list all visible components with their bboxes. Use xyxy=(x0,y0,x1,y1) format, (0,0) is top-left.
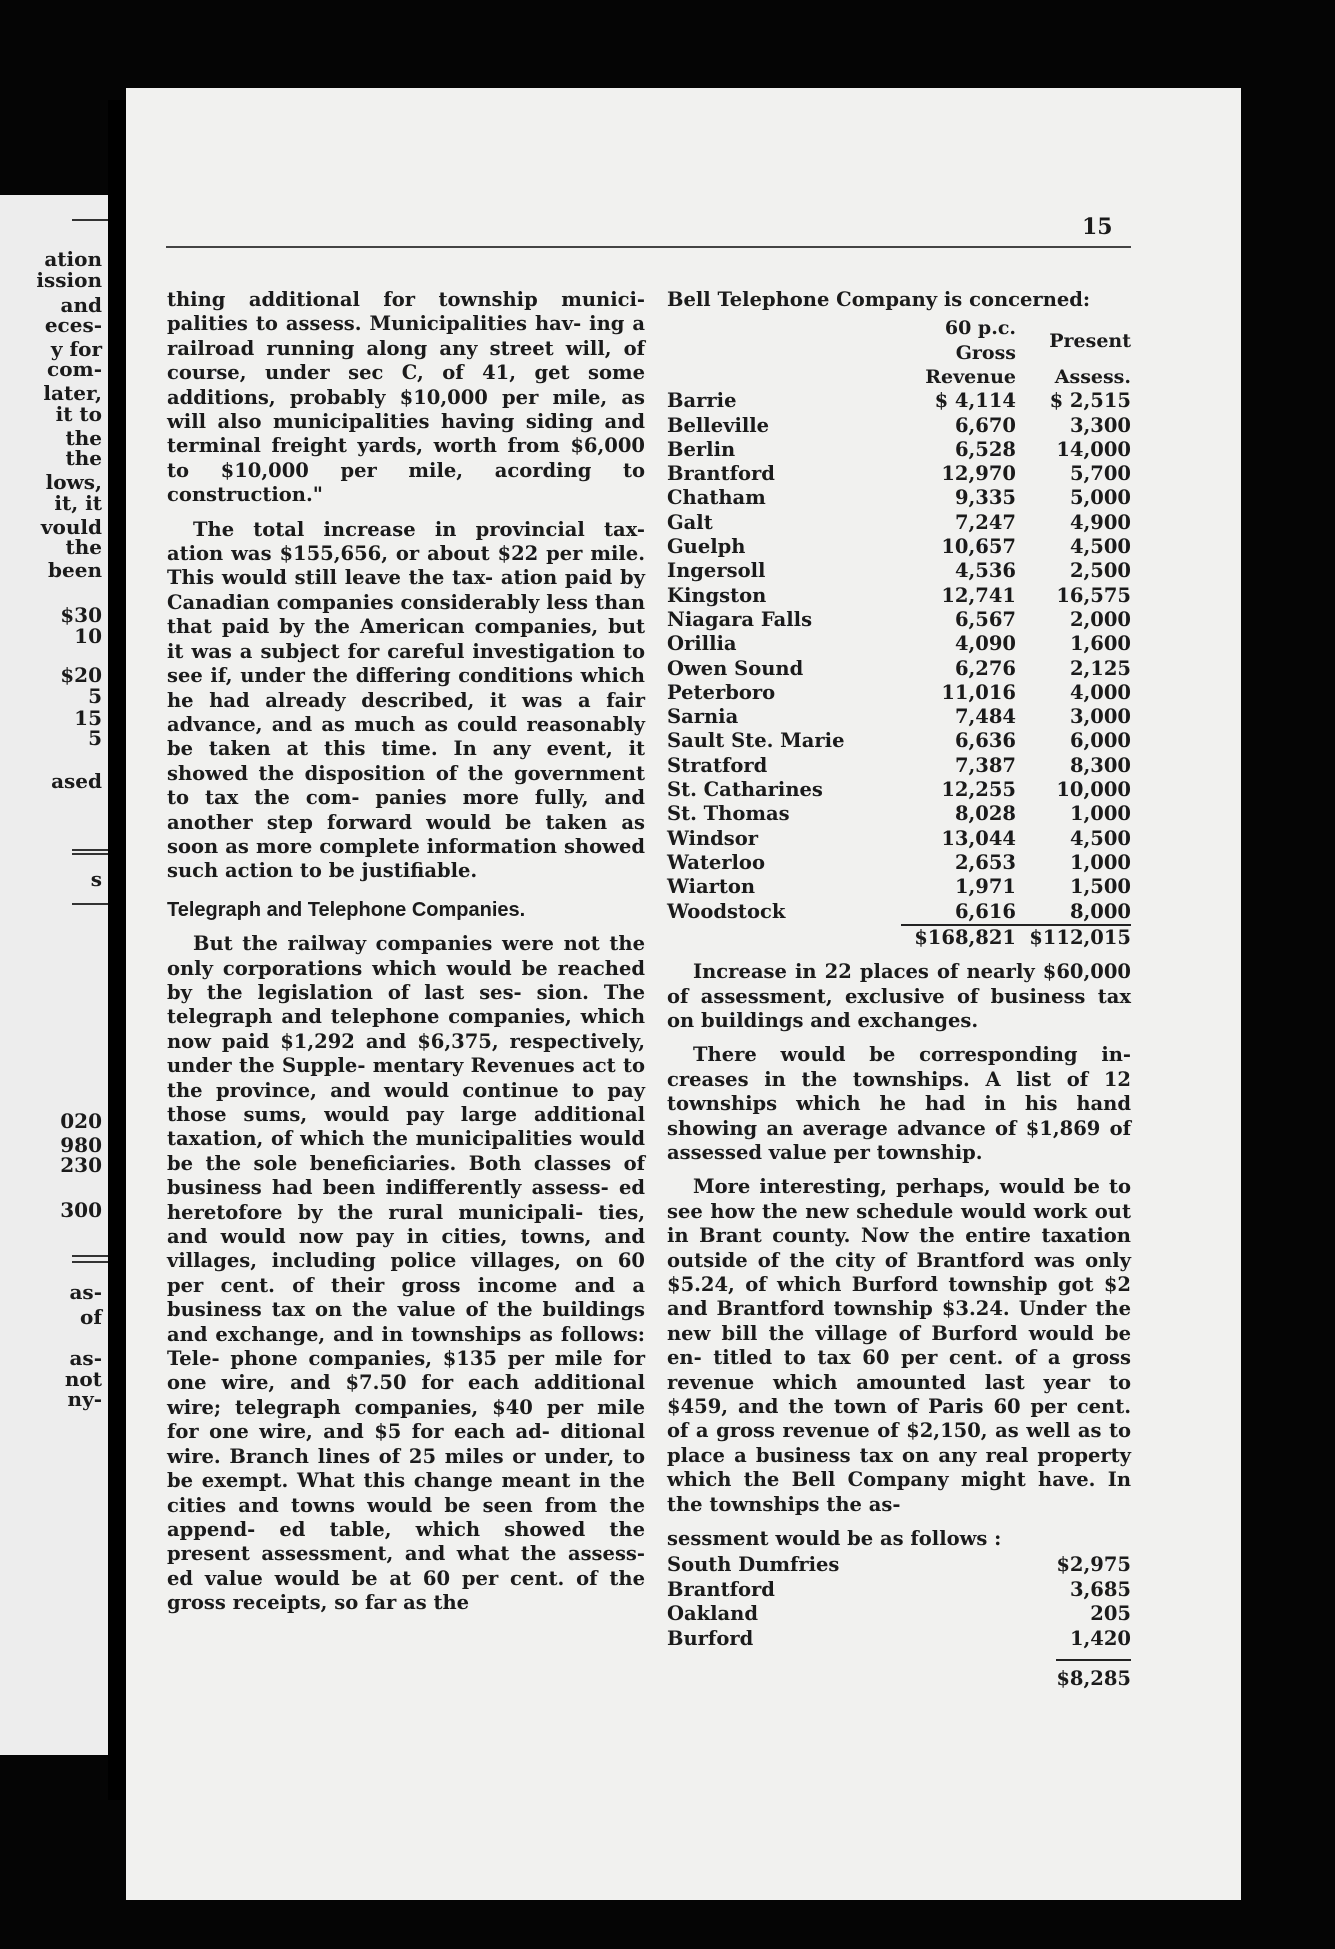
left-page-fragment: as- xyxy=(69,1280,102,1304)
left-page-fragment: 10 xyxy=(74,624,102,648)
left-page-rule xyxy=(72,1261,108,1263)
left-page-fragment: vould xyxy=(40,515,102,539)
row-place: St. Catharines xyxy=(667,778,823,802)
left-page-fragment: lows, xyxy=(45,470,102,494)
header-assess: Assess. xyxy=(1054,366,1131,388)
row-place: Woodstock xyxy=(667,900,786,924)
row-gross: 4,536 xyxy=(954,559,1016,583)
row-present: 2,125 xyxy=(1069,656,1131,680)
header-gross: 60 p.c. Gross xyxy=(944,317,1016,364)
left-page-fragment: and xyxy=(60,293,102,317)
left-page-fragment: been xyxy=(48,558,102,582)
header-rule xyxy=(166,246,1131,248)
row-gross: 7,484 xyxy=(954,705,1016,729)
left-page-fragment: $20 xyxy=(60,663,102,687)
row-place: St. Thomas xyxy=(667,802,790,826)
left-page-rule xyxy=(72,903,108,905)
table-row xyxy=(667,462,1131,486)
township-value: $2,975 xyxy=(1056,1553,1131,1577)
table-row xyxy=(667,802,1131,826)
township-name: Brantford xyxy=(667,1577,775,1601)
paragraph-townships: There would be corresponding in- creases in the townships. A list of 12 townships which he had in his hand showing an average advance of $1,869 of assessed value per township. xyxy=(667,1043,1131,1164)
row-gross: 6,276 xyxy=(954,656,1016,680)
left-page-fragment: as- xyxy=(69,1346,102,1370)
row-gross: 4,090 xyxy=(954,632,1016,656)
row-present: 4,900 xyxy=(1069,510,1131,534)
township-row xyxy=(667,1553,1131,1578)
table-row xyxy=(667,754,1131,778)
table-total-row xyxy=(667,926,1131,950)
row-gross: 7,387 xyxy=(954,753,1016,777)
table-row xyxy=(667,875,1131,899)
left-page-fragment: 5 xyxy=(88,684,102,708)
row-gross: 10,657 xyxy=(941,535,1016,559)
left-page-fragment: com- xyxy=(47,357,102,381)
row-gross: 1,971 xyxy=(954,875,1016,899)
row-present: 6,000 xyxy=(1069,729,1131,753)
paragraph-increase: Increase in 22 places of nearly $60,000 of assessment, exclusive of business tax on buildings and exchanges. xyxy=(667,960,1131,1032)
total-gross: $168,821 xyxy=(914,925,1016,949)
row-place: Brantford xyxy=(667,462,775,486)
paragraph-3: But the railway companies were not the only corporations which would be reached by the legislation of last ses- sion. The telegraph and telephone companies, which now paid $1,292 and $6,375, respectively, under the Supple- mentary Revenues act to the province, and would continue to pay those sums, would pay large additional taxation, of which the municipalities would be the sole beneficiaries. Both classes of business had been indifferently assess- ed heretofore by the rural municipali- ties, and would now pay in cities, towns, and villages, including police villages, on 60 per cent. of their gross income and a business tax on the value of the buildings and exchange, and in townships as follows: Tele- phone companies, $135 per mile for one wire, and $7.50 for each additional wire; telegraph companies, $40 per mile for one wire, and $5 for each ad- ditional wire. Branch lines of 25 miles or under, to be exempt. What this change meant in the cities and towns would be seen from the append- ed table, which showed the present assessment, and what the assess- ed value would be at 60 per cent. of the gross receipts, so far as the xyxy=(167,932,645,1615)
township-lead: sessment would be as follows : xyxy=(667,1527,1002,1551)
left-page-fragment: of xyxy=(80,1305,102,1329)
table-row xyxy=(667,511,1131,535)
row-present: 8,000 xyxy=(1069,899,1131,923)
township-row xyxy=(667,1627,1131,1652)
table-row xyxy=(667,608,1131,632)
left-page-fragment: 020 xyxy=(60,1109,102,1133)
left-page-fragment: ission xyxy=(36,268,102,292)
table-row xyxy=(667,705,1131,729)
row-place: Kingston xyxy=(667,583,767,607)
table-row xyxy=(667,851,1131,875)
row-place: Niagara Falls xyxy=(667,607,813,631)
township-row xyxy=(667,1578,1131,1603)
left-page-fragment: the xyxy=(65,446,102,470)
row-present: 5,700 xyxy=(1069,462,1131,486)
row-gross: 6,636 xyxy=(954,729,1016,753)
row-place: Peterboro xyxy=(667,680,776,704)
row-gross: 7,247 xyxy=(954,510,1016,534)
table-row xyxy=(667,584,1131,608)
row-place: Sault Ste. Marie xyxy=(667,729,845,753)
row-present: 14,000 xyxy=(1056,437,1131,461)
paragraph-2: The total increase in provincial tax- ation was $155,656, or about $22 per mile. This would still leave the tax- ation paid by Canadian companies considerably less than that paid by the American companies, but it was a subject for careful investigation to see if, under the differing conditions which he had already described, it was a fair advance, and as much as could reasonably be taken at this time. In any event, it showed the disposition of the government to tax the com- panies more fully, and another step forward would be taken as soon as more complete information showed such action to be justifiable. xyxy=(167,517,645,883)
row-place: Ingersoll xyxy=(667,559,766,583)
row-present: 3,000 xyxy=(1069,705,1131,729)
table-row xyxy=(667,535,1131,559)
left-page-fragment: 980 xyxy=(60,1133,102,1157)
previous-page-fragment xyxy=(0,195,108,1755)
row-present: 3,300 xyxy=(1069,413,1131,437)
column-left xyxy=(167,288,645,1626)
row-place: Wiarton xyxy=(667,875,756,899)
page-number: 15 xyxy=(1082,214,1113,240)
left-page-fragment: eces- xyxy=(44,313,102,337)
row-gross: 6,567 xyxy=(954,607,1016,631)
row-place: Waterloo xyxy=(667,850,765,874)
row-place: Windsor xyxy=(667,826,759,850)
left-page-fragment: s xyxy=(90,867,102,891)
table-row xyxy=(667,827,1131,851)
left-page-rule xyxy=(72,1255,108,1257)
row-present: 1,600 xyxy=(1069,632,1131,656)
township-rule-row xyxy=(667,1651,1131,1660)
left-page-fragment: later, xyxy=(43,381,102,405)
row-gross: 12,741 xyxy=(941,583,1016,607)
township-total-row xyxy=(667,1660,1131,1692)
table-row xyxy=(667,900,1131,925)
township-value: 1,420 xyxy=(1069,1626,1131,1650)
row-place: Belleville xyxy=(667,413,770,437)
row-gross: $ 4,114 xyxy=(934,389,1016,413)
table-row xyxy=(667,778,1131,802)
township-name: South Dumfries xyxy=(667,1553,840,1577)
row-present: 2,500 xyxy=(1069,559,1131,583)
row-gross: 2,653 xyxy=(954,850,1016,874)
row-place: Berlin xyxy=(667,437,736,461)
page-gutter xyxy=(108,100,126,1800)
row-place: Barrie xyxy=(667,389,737,413)
row-gross: 11,016 xyxy=(941,680,1016,704)
row-gross: 12,970 xyxy=(941,462,1016,486)
left-page-fragment: ation xyxy=(44,247,102,271)
row-gross: 13,044 xyxy=(941,826,1016,850)
township-value: 3,685 xyxy=(1069,1577,1131,1601)
table-header-row-2 xyxy=(667,365,1131,389)
row-present: 10,000 xyxy=(1056,778,1131,802)
row-gross: 8,028 xyxy=(954,802,1016,826)
table-row xyxy=(667,438,1131,462)
row-present: 4,000 xyxy=(1069,680,1131,704)
table-intro: Bell Telephone Company is concerned: xyxy=(667,288,1091,311)
section-heading: Telegraph and Telephone Companies. xyxy=(167,898,526,921)
header-revenue: Revenue xyxy=(925,366,1016,388)
left-page-fragment: the xyxy=(65,535,102,559)
table-row xyxy=(667,389,1131,413)
row-place: Galt xyxy=(667,510,713,534)
revenue-table-body xyxy=(667,389,1131,925)
table-row xyxy=(667,729,1131,753)
row-gross: 12,255 xyxy=(941,778,1016,802)
row-place: Chatham xyxy=(667,486,766,510)
table-row xyxy=(667,559,1131,583)
left-page-fragment: not xyxy=(64,1367,102,1391)
column-right xyxy=(667,288,1131,1692)
row-present: 1,000 xyxy=(1069,850,1131,874)
table-row xyxy=(667,486,1131,510)
row-place: Owen Sound xyxy=(667,656,804,680)
township-value: 205 xyxy=(1090,1602,1131,1626)
left-page-rule xyxy=(72,849,108,851)
left-page-fragment: the xyxy=(65,426,102,450)
table-row xyxy=(667,681,1131,705)
table-header-row-1 xyxy=(667,316,1131,365)
left-page-fragment: it to xyxy=(55,402,102,426)
township-name: Oakland xyxy=(667,1602,758,1626)
township-table xyxy=(667,1553,1131,1692)
header-present: Present xyxy=(1049,329,1131,352)
row-present: 5,000 xyxy=(1069,486,1131,510)
row-present: 4,500 xyxy=(1069,535,1131,559)
total-present: $112,015 xyxy=(1029,925,1131,949)
paragraph-1: thing additional for township munici- palities to assess. Municipalities hav- ing a railroad running along any street will, of course, under sec C, of 41, get some additions, probably $10,000 per mile, as will also municipalities having siding and terminal freight yards, worth from $6,000 to $10,000 per mile, acording to construction." xyxy=(167,288,645,507)
left-page-rule xyxy=(72,853,108,855)
row-gross: 6,670 xyxy=(954,413,1016,437)
left-page-fragment: y for xyxy=(50,337,102,361)
left-page-fragment: ny- xyxy=(67,1387,102,1411)
row-present: 16,575 xyxy=(1056,583,1131,607)
left-page-rule xyxy=(72,219,108,221)
township-total: $8,285 xyxy=(1056,1667,1131,1691)
left-page-fragment: 300 xyxy=(60,1198,102,1222)
revenue-table xyxy=(667,316,1131,950)
row-place: Orillia xyxy=(667,632,737,656)
table-row xyxy=(667,632,1131,656)
row-present: 1,500 xyxy=(1069,875,1131,899)
row-place: Guelph xyxy=(667,535,746,559)
left-page-fragment: $30 xyxy=(60,603,102,627)
township-row xyxy=(667,1602,1131,1627)
left-page-fragment: 230 xyxy=(60,1153,102,1177)
township-name: Burford xyxy=(667,1626,754,1650)
row-present: 1,000 xyxy=(1069,802,1131,826)
row-present: $ 2,515 xyxy=(1049,389,1131,413)
table-row xyxy=(667,657,1131,681)
row-present: 4,500 xyxy=(1069,826,1131,850)
row-place: Sarnia xyxy=(667,705,739,729)
left-page-fragment: ased xyxy=(51,769,102,793)
row-gross: 6,616 xyxy=(954,899,1016,923)
left-page-fragment: 15 xyxy=(74,706,102,730)
left-page-fragment: it, it xyxy=(54,491,102,515)
paragraph-brant: More interesting, perhaps, would be to see how the new schedule would work out in Brant county. Now the entire taxation outside of the city of Brantford was only $5.24, of which Burford township got $2 and Brantford township $3.24. Under the new bill the village of Burford would be en- titled to tax 60 per cent. of a gross revenue which amounted last year to $459, and the town of Paris 60 per cent. of a gross revenue of $2,150, as well as to place a business tax on any real property which the Bell Company might have. In the townships the as- xyxy=(667,1175,1131,1516)
row-present: 2,000 xyxy=(1069,607,1131,631)
left-page-fragment: 5 xyxy=(88,726,102,750)
row-place: Stratford xyxy=(667,753,768,777)
table-row xyxy=(667,414,1131,438)
row-present: 8,300 xyxy=(1069,753,1131,777)
row-gross: 9,335 xyxy=(954,486,1016,510)
row-gross: 6,528 xyxy=(954,437,1016,461)
